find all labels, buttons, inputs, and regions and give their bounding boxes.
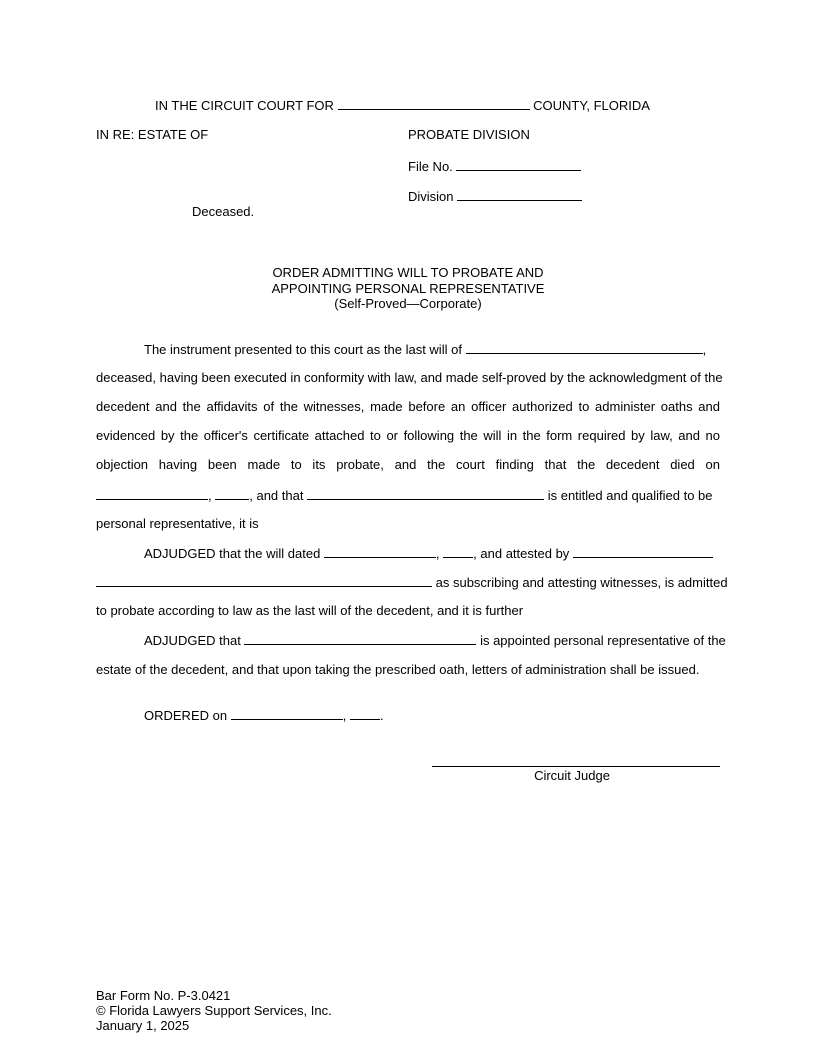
paragraph-text: ADJUDGED that xyxy=(144,633,241,648)
paragraph-1-line-3: decedent and the affidavits of the witnesses, made before an officer authorized to administer oaths and xyxy=(96,399,720,414)
order-subtitle: (Self-Proved—Corporate) xyxy=(334,296,482,311)
paragraph-1-line-1 xyxy=(144,341,720,358)
file-no-label: File No. xyxy=(408,159,453,174)
ordered-on-line xyxy=(144,707,384,724)
paragraph-1-line-2: deceased, having been executed in conformity with law, and made self-proved by the acknowledgment of the xyxy=(96,370,723,385)
order-title-line-1: ORDER ADMITTING WILL TO PROBATE AND xyxy=(272,265,544,280)
probate-division-label: PROBATE DIVISION xyxy=(408,127,530,142)
death-date-blank[interactable] xyxy=(96,487,208,500)
paragraph-text: ADJUDGED that the will dated xyxy=(144,546,321,561)
paragraph-1-line-5: objection having been made to its probate, and the court finding that the decedent died on xyxy=(96,457,720,472)
paragraph-1-line-7: personal representative, it is xyxy=(96,516,259,531)
punctuation: . xyxy=(379,708,384,723)
paragraph-3-line-1 xyxy=(144,632,726,649)
punctuation: , xyxy=(702,342,707,357)
paragraph-text: The instrument presented to this court as the last will of xyxy=(144,342,462,357)
order-year-blank[interactable] xyxy=(350,707,380,720)
court-suffix: COUNTY, FLORIDA xyxy=(533,98,650,113)
paragraph-1-line-4: evidenced by the officer's certificate attached to or following the will in the form required by law, and no xyxy=(96,428,720,443)
paragraph-2-line-2 xyxy=(96,574,728,591)
bar-form-number: Bar Form No. P-3.0421 xyxy=(96,988,231,1003)
paragraph-text: is appointed personal representative of the xyxy=(480,633,726,648)
division-line xyxy=(408,188,582,205)
paragraph-2-line-3: to probate according to law as the last will of the decedent, and it is further xyxy=(96,603,524,618)
circuit-judge-label: Circuit Judge xyxy=(534,768,610,783)
decedent-name-blank[interactable] xyxy=(466,341,703,354)
will-date-blank[interactable] xyxy=(324,545,436,558)
division-label: Division xyxy=(408,189,454,204)
witnesses-blank-2[interactable] xyxy=(96,574,432,587)
appointed-representative-blank[interactable] xyxy=(244,632,476,645)
deceased-label: Deceased. xyxy=(192,204,255,219)
court-prefix: IN THE CIRCUIT COURT FOR xyxy=(155,98,334,113)
in-re-label: IN RE: ESTATE OF xyxy=(96,127,209,142)
paragraph-text: is entitled and qualified to be xyxy=(547,488,713,503)
punctuation: , xyxy=(208,488,212,503)
ordered-on-label: ORDERED on xyxy=(144,708,228,723)
paragraph-text: , and attested by xyxy=(473,546,570,561)
witnesses-blank-1[interactable] xyxy=(573,545,713,558)
county-blank[interactable] xyxy=(338,97,530,110)
form-date: January 1, 2025 xyxy=(96,1018,190,1033)
paragraph-3-line-2: estate of the decedent, and that upon taking the prescribed oath, letters of administration shall be issued. xyxy=(96,662,700,677)
will-year-blank[interactable] xyxy=(443,545,473,558)
paragraph-text: as subscribing and attesting witnesses, is admitted xyxy=(435,575,728,590)
paragraph-text: , and that xyxy=(249,488,304,503)
order-date-blank[interactable] xyxy=(231,707,343,720)
file-no-line xyxy=(408,158,581,175)
copyright-notice: © Florida Lawyers Support Services, Inc. xyxy=(96,1003,332,1018)
order-title-line-2: APPOINTING PERSONAL REPRESENTATIVE xyxy=(271,281,545,296)
punctuation: , xyxy=(342,708,347,723)
paragraph-2-line-1 xyxy=(144,545,720,562)
signature-line[interactable] xyxy=(432,766,720,767)
death-year-blank[interactable] xyxy=(215,487,249,500)
court-caption-line xyxy=(155,97,650,114)
punctuation: , xyxy=(435,546,440,561)
paragraph-1-line-6 xyxy=(96,487,720,504)
representative-name-blank[interactable] xyxy=(307,487,544,500)
file-no-blank[interactable] xyxy=(456,158,581,171)
division-blank[interactable] xyxy=(457,188,582,201)
